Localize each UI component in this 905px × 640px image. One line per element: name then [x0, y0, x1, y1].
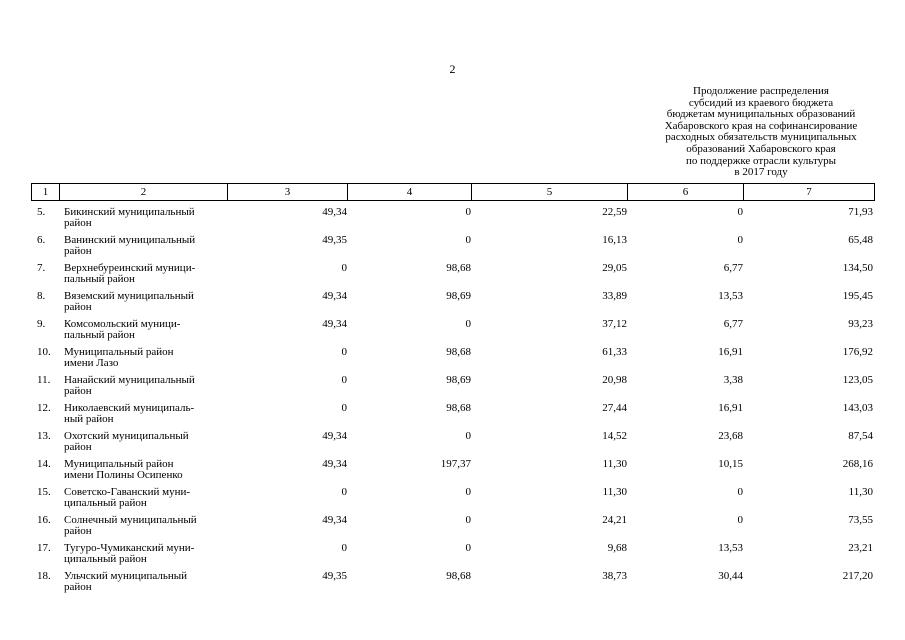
value-col-4: 0: [465, 430, 471, 442]
value-col-4: 98,68: [446, 570, 471, 582]
value-col-5: 27,44: [602, 402, 627, 414]
municipality-name-line: ципальный район: [64, 496, 147, 509]
value-col-4: 98,69: [446, 290, 471, 302]
municipality-name: [64, 291, 224, 312]
value-col-7: 87,54: [848, 430, 873, 442]
value-col-4: 98,68: [446, 402, 471, 414]
table-row: [31, 291, 874, 319]
row-number: 5.: [37, 206, 46, 218]
value-col-3: 0: [341, 374, 347, 386]
value-col-5: 37,12: [602, 318, 627, 330]
value-col-7: 217,20: [842, 570, 873, 582]
page-number: 2: [449, 62, 456, 76]
municipality-name-line: Комсомольский муници-: [64, 318, 181, 330]
value-col-5: 16,13: [602, 234, 627, 246]
municipality-name-line: Муниципальный район: [64, 458, 174, 470]
value-col-6: 0: [737, 486, 743, 498]
value-col-3: 49,34: [322, 430, 347, 442]
value-col-3: 0: [341, 402, 347, 414]
value-col-4: 0: [465, 206, 471, 218]
municipality-name-line: район: [64, 524, 92, 537]
municipality-name-line: Ульчский муниципальный: [64, 570, 188, 582]
value-col-4: 98,69: [446, 374, 471, 386]
municipality-name-line: Солнечный муниципальный: [64, 514, 197, 526]
municipality-name-line: Николаевский муниципаль-: [64, 402, 195, 414]
caption-line: по поддержке отрасли культуры: [685, 154, 837, 167]
value-col-6: 16,91: [718, 346, 743, 358]
value-col-6: 13,53: [718, 290, 743, 302]
value-col-6: 3,38: [723, 374, 743, 386]
municipality-name-line: Вяземский муниципальный: [64, 290, 194, 302]
municipality-name-line: пальный район: [64, 272, 135, 285]
value-col-7: 123,05: [842, 374, 873, 386]
value-col-6: 0: [737, 514, 743, 526]
municipality-name-line: район: [64, 216, 92, 229]
value-col-5: 22,59: [602, 206, 627, 218]
value-col-3: 49,34: [322, 290, 347, 302]
row-number: 7.: [37, 262, 46, 274]
value-col-7: 23,21: [848, 542, 873, 554]
municipality-name: [64, 235, 224, 256]
value-col-5: 11,30: [602, 458, 627, 470]
value-col-6: 23,68: [718, 430, 743, 442]
municipality-name: [64, 319, 224, 340]
municipality-name-line: район: [64, 244, 92, 257]
table-row: [31, 375, 874, 403]
value-col-4: 197,37: [440, 458, 471, 470]
row-number: 12.: [37, 402, 51, 414]
caption-line: расходных обязательств муниципальных: [665, 131, 857, 144]
municipality-name-line: Бикинский муниципальный: [64, 206, 195, 218]
value-col-5: 11,30: [602, 486, 627, 498]
value-col-6: 13,53: [718, 542, 743, 554]
caption-line: Хабаровского края на софинансирование: [664, 119, 858, 132]
value-col-4: 0: [465, 542, 471, 554]
table-caption: [638, 86, 884, 179]
municipality-name-line: имени Полины Осипенко: [64, 468, 183, 481]
table-row: [31, 487, 874, 515]
value-col-7: 73,55: [848, 514, 873, 526]
value-col-3: 49,35: [322, 234, 347, 246]
value-col-5: 29,05: [602, 262, 627, 274]
value-col-7: 268,16: [842, 458, 873, 470]
value-col-7: 65,48: [848, 234, 873, 246]
table-row: [31, 319, 874, 347]
row-number: 13.: [37, 430, 51, 442]
value-col-3: 49,34: [322, 514, 347, 526]
value-col-3: 49,34: [322, 318, 347, 330]
caption-line: образований Хабаровского края: [686, 142, 836, 155]
row-number: 6.: [37, 234, 46, 246]
municipality-name: [64, 403, 224, 424]
table-body: [31, 207, 874, 599]
municipality-name-line: район: [64, 440, 92, 453]
municipality-name-line: Тугуро-Чумиканский муни-: [64, 542, 195, 554]
municipality-name-line: имени Лазо: [64, 356, 119, 369]
municipality-name-line: район: [64, 384, 92, 397]
value-col-5: 33,89: [602, 290, 627, 302]
value-col-7: 195,45: [842, 290, 873, 302]
caption-line: субсидий из краевого бюджета: [688, 96, 834, 109]
value-col-6: 30,44: [718, 570, 743, 582]
table-row: [31, 571, 874, 599]
caption-line: бюджетам муниципальных образований: [666, 108, 856, 121]
table-row: [31, 347, 874, 375]
value-col-6: 0: [737, 206, 743, 218]
municipality-name: [64, 515, 224, 536]
value-col-7: 143,03: [842, 402, 873, 414]
table-row: [31, 431, 874, 459]
value-col-3: 49,34: [322, 458, 347, 470]
municipality-name-line: Нанайский муниципальный: [64, 374, 195, 386]
value-col-4: 0: [465, 514, 471, 526]
table-row: [31, 515, 874, 543]
value-col-5: 14,52: [602, 430, 627, 442]
value-col-7: 71,93: [848, 206, 873, 218]
municipality-name: [64, 459, 224, 480]
header-cell: 7: [744, 184, 875, 201]
table-row: [31, 459, 874, 487]
row-number: 14.: [37, 458, 51, 470]
value-col-5: 61,33: [602, 346, 627, 358]
value-col-4: 0: [465, 318, 471, 330]
value-col-4: 98,68: [446, 346, 471, 358]
value-col-3: 49,34: [322, 206, 347, 218]
header-cell: 1: [32, 184, 60, 201]
value-col-7: 93,23: [848, 318, 873, 330]
row-number: 11.: [37, 374, 51, 386]
header-cell: 4: [348, 184, 472, 201]
value-col-3: 0: [341, 262, 347, 274]
value-col-4: 0: [465, 486, 471, 498]
value-col-6: 10,15: [718, 458, 743, 470]
row-number: 9.: [37, 318, 46, 330]
value-col-6: 0: [737, 234, 743, 246]
municipality-name-line: Верхнебуреинский муници-: [64, 262, 196, 274]
row-number: 10.: [37, 346, 51, 358]
municipality-name-line: Советско-Гаванский муни-: [64, 486, 191, 498]
municipality-name: [64, 347, 224, 368]
value-col-3: 0: [341, 486, 347, 498]
value-col-4: 98,68: [446, 262, 471, 274]
value-col-3: 0: [341, 346, 347, 358]
table-row: [31, 207, 874, 235]
table-row: [31, 263, 874, 291]
column-number-header: [31, 183, 875, 201]
table-row: [31, 403, 874, 431]
municipality-name: [64, 207, 224, 228]
value-col-6: 6,77: [723, 318, 743, 330]
municipality-name: [64, 263, 224, 284]
municipality-name-line: район: [64, 300, 92, 313]
value-col-3: 0: [341, 542, 347, 554]
municipality-name: [64, 431, 224, 452]
municipality-name: [64, 571, 224, 592]
value-col-5: 38,73: [602, 570, 627, 582]
municipality-name: [64, 543, 224, 564]
value-col-5: 24,21: [602, 514, 627, 526]
header-cell: 6: [628, 184, 744, 201]
header-cell: 5: [472, 184, 628, 201]
value-col-5: 9,68: [607, 542, 627, 554]
value-col-7: 11,30: [848, 486, 873, 498]
municipality-name-line: ципальный район: [64, 552, 147, 565]
header-cell: 2: [60, 184, 228, 201]
value-col-5: 20,98: [602, 374, 627, 386]
municipality-name-line: Ванинский муниципальный: [64, 234, 196, 246]
value-col-7: 176,92: [842, 346, 873, 358]
municipality-name: [64, 375, 224, 396]
value-col-4: 0: [465, 234, 471, 246]
table-row: [31, 235, 874, 263]
municipality-name-line: Охотский муниципальный: [64, 430, 189, 442]
municipality-name-line: Муниципальный район: [64, 346, 174, 358]
value-col-7: 134,50: [842, 262, 873, 274]
row-number: 15.: [37, 486, 51, 498]
row-number: 18.: [37, 570, 51, 582]
row-number: 16.: [37, 514, 51, 526]
value-col-6: 16,91: [718, 402, 743, 414]
header-cell: 3: [228, 184, 348, 201]
row-number: 17.: [37, 542, 51, 554]
municipality-name-line: ный район: [64, 412, 114, 425]
row-number: 8.: [37, 290, 46, 302]
municipality-name-line: район: [64, 580, 92, 593]
caption-line: Продолжение распределения: [693, 85, 829, 97]
value-col-6: 6,77: [723, 262, 743, 274]
municipality-name: [64, 487, 224, 508]
table-row: [31, 543, 874, 571]
value-col-3: 49,35: [322, 570, 347, 582]
caption-line: в 2017 году: [734, 166, 788, 179]
municipality-name-line: пальный район: [64, 328, 135, 341]
